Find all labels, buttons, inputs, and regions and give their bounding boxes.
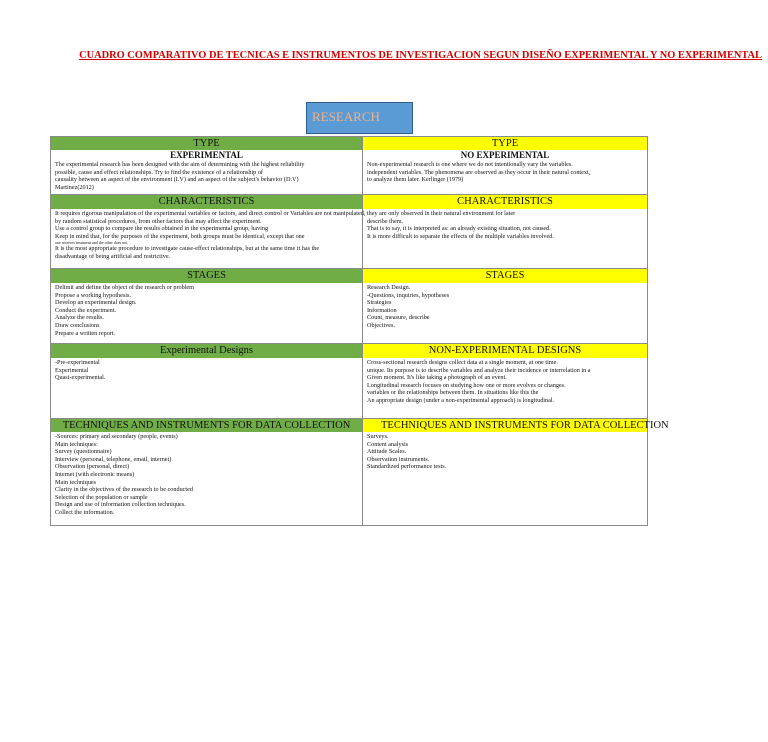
- stages-header-right: STAGES: [363, 269, 647, 283]
- text-line: Information: [367, 306, 397, 314]
- text-line: Research Design.: [367, 284, 411, 291]
- text-line: It requires rigorous manipulation of the experimental variables or factors, and direct control or Variables are not manipulated, they are only observed in their natural environment for later: [55, 210, 516, 217]
- text-line: Design and use of information collection techniques.: [55, 501, 186, 509]
- text-line: Non-experimental research is one where we do not intentionally vary the variables.: [367, 161, 573, 168]
- text-line: Surveys.: [367, 433, 389, 440]
- text-line: variables or the relationships between them. In situations like this the: [367, 389, 539, 397]
- text-line: Count, measure, describe: [367, 314, 430, 322]
- techniques-left-text: [55, 433, 193, 517]
- text-line: unique. Its purpose is to describe variables and analyze their incidence or interrelation in a: [367, 366, 591, 374]
- stages-left-text: [55, 284, 194, 337]
- type-left-text: [55, 161, 304, 191]
- text-line: -Sources: primary and secondary (people, events): [55, 433, 178, 440]
- stages-right-text: [367, 284, 449, 330]
- experimental-subtitle: EXPERIMENTAL: [170, 150, 243, 160]
- text-line: Objectives.: [367, 321, 396, 329]
- text-line-tiny: one receives treatment and the other does not.: [55, 240, 129, 246]
- text-line: Conduct the experiment.: [55, 306, 116, 314]
- techniques-header-left: TECHNIQUES AND INSTRUMENTS FOR DATA COLLECTION: [51, 419, 362, 432]
- text-line: Martinez(2012): [55, 183, 94, 191]
- text-line: Selection of the population or sample: [55, 493, 148, 501]
- characteristics-header-right: CHARACTERISTICS: [363, 195, 647, 209]
- text-line: Internet (with electronic means): [55, 470, 135, 478]
- text-line: Observation instruments.: [367, 455, 430, 463]
- text-line: Experimental: [55, 366, 89, 374]
- text-line: Develop an experimental design.: [55, 299, 137, 307]
- text-line: Main techniques: [55, 478, 97, 486]
- text-line: causality between an aspect of the environment (I.V) and an aspect of the subject's behavior (D.V): [55, 176, 299, 184]
- text-line: Keep in mind that, for the purposes of the experiment, both groups must be identical, except that one: [55, 232, 305, 240]
- text-line: Attitude Scales.: [367, 448, 407, 456]
- text-line: -Questions, inquiries, hypotheses: [367, 291, 450, 299]
- page-title: CUADRO COMPARATIVO DE TECNICAS E INSTRUMENTOS DE INVESTIGACION SEGUN DISEÑO EXPERIMENTAL Y NO EXPERIMENTAL: [79, 50, 762, 61]
- text-line: That is to say, it is interpreted as: an already existing situation, not caused.: [367, 225, 551, 233]
- text-line: Quasi-experimental.: [55, 374, 106, 382]
- text-line: Interview (personal, telephone, email, internet): [55, 455, 172, 463]
- text-line: Propose a working hypothesis.: [55, 291, 131, 299]
- text-line: -Pre-experimental: [55, 359, 100, 366]
- text-line: independent variables. The phenomena are observed as they occur in their natural context,: [367, 168, 591, 176]
- characteristics-header-left: CHARACTERISTICS: [51, 195, 362, 209]
- text-line: It is more difficult to separate the effects of the multiple variables involved.: [367, 232, 554, 240]
- text-line: An appropriate design (under a non-experimental approach) is longitudinal.: [367, 396, 555, 404]
- text-line: possible, cause and effect relationships. Try to find the existence of a relationship of: [55, 168, 263, 176]
- text-line: Observation (personal, direct): [55, 463, 130, 471]
- research-label-box: RESEARCH: [306, 102, 413, 134]
- text-line: describe them.: [367, 217, 404, 225]
- text-line: disadvantage of being artificial and restrictive.: [55, 252, 171, 260]
- text-line: It is the most appropriate procedure to investigate cause-effect relationships, but at the same time it has the: [55, 245, 320, 253]
- designs-left-text: [55, 359, 105, 382]
- text-line: Content analysis: [367, 440, 409, 448]
- text-line: Analyze the results.: [55, 314, 104, 322]
- text-line: Use a control group to compare the results obtained in the experimental group, having: [55, 225, 269, 233]
- type-header-right: TYPE: [363, 137, 647, 150]
- comparison-table: [50, 136, 669, 526]
- text-line: The experimental research has been designed with the aim of determining with the highest reliability: [55, 161, 305, 168]
- text-line: Delimit and define the object of the research or problem: [55, 284, 194, 291]
- text-line: Draw conclusions: [55, 321, 100, 329]
- characteristics-right-text: [367, 218, 554, 241]
- text-line: Longitudinal research focuses on studying how one or more evolves or changes.: [367, 381, 566, 389]
- type-right-text: [367, 161, 590, 184]
- techniques-right-text: [367, 433, 446, 471]
- text-line: Cross-sectional research designs collect data at a single moment, at one time.: [367, 359, 558, 366]
- text-line: Prepare a written report.: [55, 329, 116, 337]
- text-line: Survey (questionnaire): [55, 448, 112, 456]
- text-line: Given moment. It's like taking a photograph of an event.: [367, 374, 507, 382]
- stages-header-left: STAGES: [51, 269, 362, 283]
- text-line: by random statistical procedures, from other factors that may affect the experiment.: [55, 217, 262, 225]
- non-experimental-designs-header: NON-EXPERIMENTAL DESIGNS: [363, 344, 647, 358]
- techniques-header-right: TECHNIQUES AND INSTRUMENTS FOR DATA COLLECTION: [363, 419, 647, 432]
- text-line: Strategies: [367, 299, 392, 307]
- text-line: Standardized performance tests.: [367, 463, 447, 471]
- no-experimental-subtitle: NO EXPERIMENTAL: [460, 150, 550, 160]
- type-header-left: TYPE: [51, 137, 362, 150]
- text-line: to analyze them later. Kerlinger (1979): [367, 176, 464, 184]
- experimental-designs-header: Experimental Designs: [51, 344, 362, 358]
- text-line: Clarity in the objectives of the research to be conducted: [55, 486, 193, 494]
- designs-right-text: [367, 359, 591, 405]
- text-line: Main techniques:: [55, 440, 98, 448]
- text-line: Collect the information.: [55, 508, 115, 516]
